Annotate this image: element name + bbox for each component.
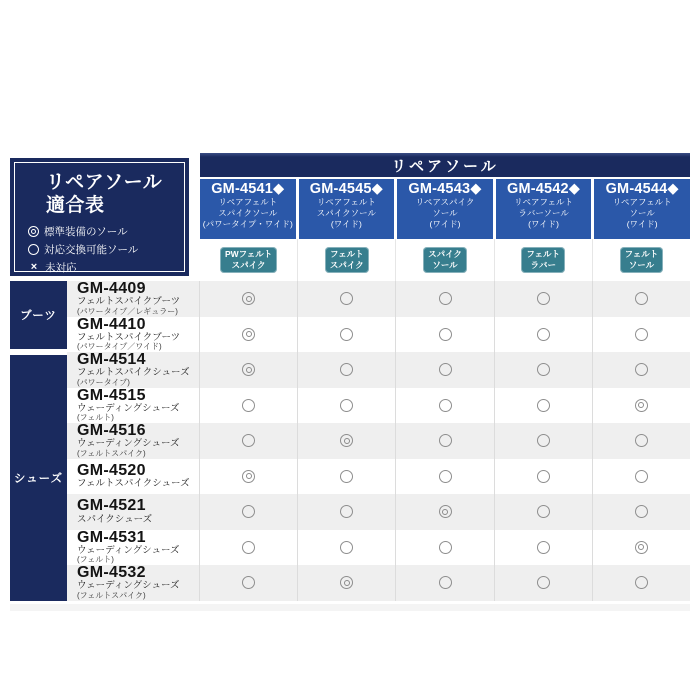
column-desc-line: (ワイド) xyxy=(429,219,461,230)
inner-circle xyxy=(638,402,644,408)
circle-mark xyxy=(439,292,452,305)
row-model: GM-4516 xyxy=(77,422,146,440)
mark-cell xyxy=(494,352,592,388)
row-paren: (パワータイプ／レギュラー) xyxy=(77,306,178,316)
category-label: ブーツ xyxy=(20,310,57,322)
mark-cell xyxy=(297,459,395,495)
row-label-cell xyxy=(67,494,199,530)
double-circle-mark xyxy=(340,576,353,589)
mark-cell xyxy=(297,565,395,601)
legend-item-standard xyxy=(28,224,184,239)
column-desc-line: リペアフェルト xyxy=(612,197,672,207)
mark-cell xyxy=(199,423,297,459)
mark-cell xyxy=(494,423,592,459)
circle-mark xyxy=(340,363,353,376)
mark-cell xyxy=(494,494,592,530)
column-model-label: GM-4545◆ xyxy=(309,181,383,197)
circle-mark xyxy=(635,576,648,589)
row-model: GM-4409 xyxy=(77,280,146,298)
inner-circle xyxy=(344,580,350,586)
circle-mark xyxy=(537,576,550,589)
row-label-cell xyxy=(67,459,199,495)
circle-mark xyxy=(340,399,353,412)
badge-line: ソール xyxy=(628,260,655,270)
column-desc-line: (ワイド) xyxy=(528,219,560,230)
legend-item-label: 対応交換可能ソール xyxy=(44,244,139,257)
double-circle-mark xyxy=(242,470,255,483)
inner-circle xyxy=(246,331,252,337)
category-shoes xyxy=(10,355,67,601)
mark-cell xyxy=(199,565,297,601)
legend-box xyxy=(10,158,189,276)
repair-sole-header-bar xyxy=(200,153,690,177)
mark-cell xyxy=(395,317,493,353)
double-circle-mark xyxy=(439,505,452,518)
inner-circle xyxy=(246,473,252,479)
column-desc-line: リペアスパイク xyxy=(415,197,475,207)
row-model: GM-4410 xyxy=(77,315,146,333)
mark-cell xyxy=(297,388,395,424)
circle-mark xyxy=(242,434,255,447)
mark-cell xyxy=(592,388,690,424)
column-header-row xyxy=(200,179,690,239)
inner-circle xyxy=(246,296,252,302)
mark-cell xyxy=(395,530,493,566)
badge-line: ソール xyxy=(432,260,458,270)
mark-cell xyxy=(592,530,690,566)
row-label-cell xyxy=(67,388,199,424)
table-row xyxy=(67,459,690,495)
double-circle-mark xyxy=(635,399,648,412)
column-header-cell xyxy=(496,179,592,239)
column-model-label: GM-4544◆ xyxy=(605,181,679,197)
circle-mark xyxy=(537,363,550,376)
mark-cell xyxy=(199,281,297,317)
column-header-cell xyxy=(200,179,296,239)
circle-mark xyxy=(242,541,255,554)
circle-mark xyxy=(439,363,452,376)
badge-line: PWフェルト xyxy=(224,248,273,259)
inner-circle xyxy=(246,367,252,373)
circle-mark xyxy=(439,434,452,447)
mark-cell xyxy=(199,352,297,388)
category-label: シューズ xyxy=(13,472,64,485)
sole-type-badge xyxy=(423,247,467,273)
mark-cell xyxy=(297,423,395,459)
mark-cell xyxy=(494,317,592,353)
row-label-cell xyxy=(67,352,199,388)
row-model: GM-4531 xyxy=(77,528,146,546)
mark-cell xyxy=(395,459,493,495)
circle-mark xyxy=(439,470,452,483)
row-label-cell xyxy=(67,423,199,459)
table-row xyxy=(67,388,690,424)
circle-icon xyxy=(28,244,39,255)
table-row xyxy=(67,530,690,566)
circle-mark xyxy=(340,292,353,305)
table-row xyxy=(67,423,690,459)
mark-cell xyxy=(494,565,592,601)
column-desc-line: リペアフェルト xyxy=(316,197,376,207)
row-label-cell xyxy=(67,530,199,566)
column-desc-line: ラバーソール xyxy=(518,208,569,219)
circle-mark xyxy=(635,434,648,447)
mark-cell xyxy=(199,317,297,353)
table-row xyxy=(67,352,690,388)
legend-item-label: 未対応 xyxy=(45,262,77,275)
legend-item-label: 標準装備のソール xyxy=(44,226,128,239)
mark-cell xyxy=(592,352,690,388)
sole-type-badge xyxy=(325,247,369,273)
badge-cell xyxy=(200,239,297,281)
double-circle-mark xyxy=(635,541,648,554)
row-desc: フェルトスパイクブーツ xyxy=(77,296,181,308)
row-model: GM-4515 xyxy=(77,386,146,404)
category-boots xyxy=(10,281,67,349)
badge-row xyxy=(200,239,690,281)
mark-cell xyxy=(395,565,493,601)
column-model-label: GM-4542◆ xyxy=(506,181,581,197)
mark-cell xyxy=(494,388,592,424)
row-desc: フェルトスパイクシューズ xyxy=(77,367,190,379)
legend-item-compatible xyxy=(28,242,184,257)
legend-box-inner xyxy=(14,162,185,275)
mark-cell xyxy=(199,459,297,495)
header-bar-title: リペアソール xyxy=(391,157,499,175)
circle-mark xyxy=(537,434,550,447)
legend-title-line2: 適合表 xyxy=(46,195,105,217)
table-row xyxy=(67,317,690,353)
circle-mark xyxy=(340,470,353,483)
badge-line: ラバー xyxy=(530,260,556,270)
table-row xyxy=(67,565,690,601)
circle-mark xyxy=(340,541,353,554)
circle-mark xyxy=(537,505,550,518)
row-paren: (フェルト) xyxy=(77,413,114,423)
mark-cell xyxy=(199,530,297,566)
badge-line: フェルト xyxy=(526,248,560,259)
circle-mark xyxy=(635,505,648,518)
mark-cell xyxy=(592,281,690,317)
row-label-cell xyxy=(67,565,199,601)
row-model: GM-4521 xyxy=(77,497,146,515)
legend-items xyxy=(28,224,184,275)
mark-cell xyxy=(494,281,592,317)
circle-mark xyxy=(537,399,550,412)
column-model-label: GM-4541◆ xyxy=(211,181,285,197)
column-desc-line: リペアフェルト xyxy=(218,197,278,207)
column-desc-line: スパイクソール xyxy=(218,208,278,219)
badge-line: スパイク xyxy=(329,260,364,270)
row-label-cell xyxy=(67,281,199,317)
double-circle-mark xyxy=(340,434,353,447)
badge-line: スパイク xyxy=(231,260,266,270)
circle-mark xyxy=(340,328,353,341)
row-desc: フェルトスパイクブーツ xyxy=(77,331,181,343)
circle-mark xyxy=(635,470,648,483)
mark-cell xyxy=(592,423,690,459)
mark-cell xyxy=(199,494,297,530)
circle-mark xyxy=(537,470,550,483)
row-label-cell xyxy=(67,317,199,353)
mark-cell xyxy=(494,459,592,495)
sole-type-badge xyxy=(521,247,565,273)
row-paren: (パワータイプ) xyxy=(77,377,130,387)
badge-line: スパイク xyxy=(428,248,462,259)
circle-mark xyxy=(537,292,550,305)
sole-type-badge xyxy=(620,247,664,273)
table-grid xyxy=(10,281,690,601)
mark-cell xyxy=(199,388,297,424)
mark-cell xyxy=(592,565,690,601)
double-circle-mark xyxy=(242,363,255,376)
row-desc: ウェーディングシューズ xyxy=(77,544,180,556)
circle-mark xyxy=(439,328,452,341)
row-desc: ウェーディングシューズ xyxy=(77,402,180,414)
column-desc-line: リペアフェルト xyxy=(514,197,574,207)
circle-mark xyxy=(635,328,648,341)
badge-cell xyxy=(592,239,690,281)
circle-mark xyxy=(439,399,452,412)
table-row xyxy=(67,494,690,530)
badge-line: フェルト xyxy=(624,248,659,259)
circle-mark xyxy=(635,363,648,376)
column-desc-line: ソール xyxy=(629,208,655,219)
legend-title-line1: リペアソール xyxy=(46,172,163,193)
circle-mark xyxy=(537,541,550,554)
x-mark-icon: × xyxy=(30,261,38,274)
mark-cell xyxy=(592,317,690,353)
legend-item-unsupported xyxy=(28,260,184,275)
circle-mark xyxy=(439,541,452,554)
table-bottom-shadow xyxy=(10,604,690,611)
mark-cell xyxy=(592,459,690,495)
mark-cell xyxy=(592,494,690,530)
double-circle-icon xyxy=(28,226,39,237)
column-header-cell xyxy=(397,179,493,239)
row-model: GM-4520 xyxy=(77,461,146,479)
mark-cell xyxy=(494,530,592,566)
row-desc: フェルトスパイクシューズ xyxy=(77,478,190,490)
circle-mark xyxy=(340,505,353,518)
circle-mark xyxy=(537,328,550,341)
row-paren: (フェルトスパイク) xyxy=(77,448,146,458)
circle-mark xyxy=(242,505,255,518)
column-header-cell xyxy=(299,179,395,239)
table-row xyxy=(67,281,690,317)
inner-circle xyxy=(344,438,350,444)
row-paren: (パワータイプ／ワイド) xyxy=(77,342,162,352)
legend-title xyxy=(46,171,184,217)
mark-cell xyxy=(297,352,395,388)
circle-mark xyxy=(439,576,452,589)
badge-cell xyxy=(297,239,395,281)
mark-cell xyxy=(395,423,493,459)
badge-cell xyxy=(395,239,493,281)
mark-cell xyxy=(395,352,493,388)
row-desc: ウェーディングシューズ xyxy=(77,580,180,592)
inner-circle xyxy=(638,544,644,550)
row-paren: (フェルトスパイク) xyxy=(77,590,146,600)
mark-cell xyxy=(395,388,493,424)
inner-circle xyxy=(442,509,448,515)
mark-cell xyxy=(297,494,395,530)
double-circle-mark xyxy=(242,328,255,341)
mark-cell xyxy=(297,530,395,566)
column-desc-line: スパイクソール xyxy=(316,208,376,219)
column-desc-line: ソール xyxy=(432,208,458,219)
circle-mark xyxy=(242,399,255,412)
mark-cell xyxy=(297,317,395,353)
double-circle-mark xyxy=(242,292,255,305)
column-model-label: GM-4543◆ xyxy=(408,181,482,197)
inner-circle xyxy=(31,229,36,234)
row-desc: スパイクシューズ xyxy=(77,513,153,525)
column-header-cell xyxy=(594,179,690,239)
mark-cell xyxy=(297,281,395,317)
column-desc-line: (ワイド) xyxy=(330,219,362,230)
sole-type-badge xyxy=(220,247,277,273)
row-desc: ウェーディングシューズ xyxy=(77,438,180,450)
mark-cell xyxy=(395,494,493,530)
mark-cell xyxy=(395,281,493,317)
column-desc-line: (ワイド) xyxy=(626,219,658,230)
row-model: GM-4532 xyxy=(77,564,146,582)
row-model: GM-4514 xyxy=(77,351,146,369)
circle-mark xyxy=(242,576,255,589)
badge-cell xyxy=(494,239,592,281)
circle-mark xyxy=(635,292,648,305)
column-desc-line: (パワータイプ・ワイド) xyxy=(202,219,293,230)
badge-line: フェルト xyxy=(330,248,364,259)
row-paren: (フェルト) xyxy=(77,555,114,565)
